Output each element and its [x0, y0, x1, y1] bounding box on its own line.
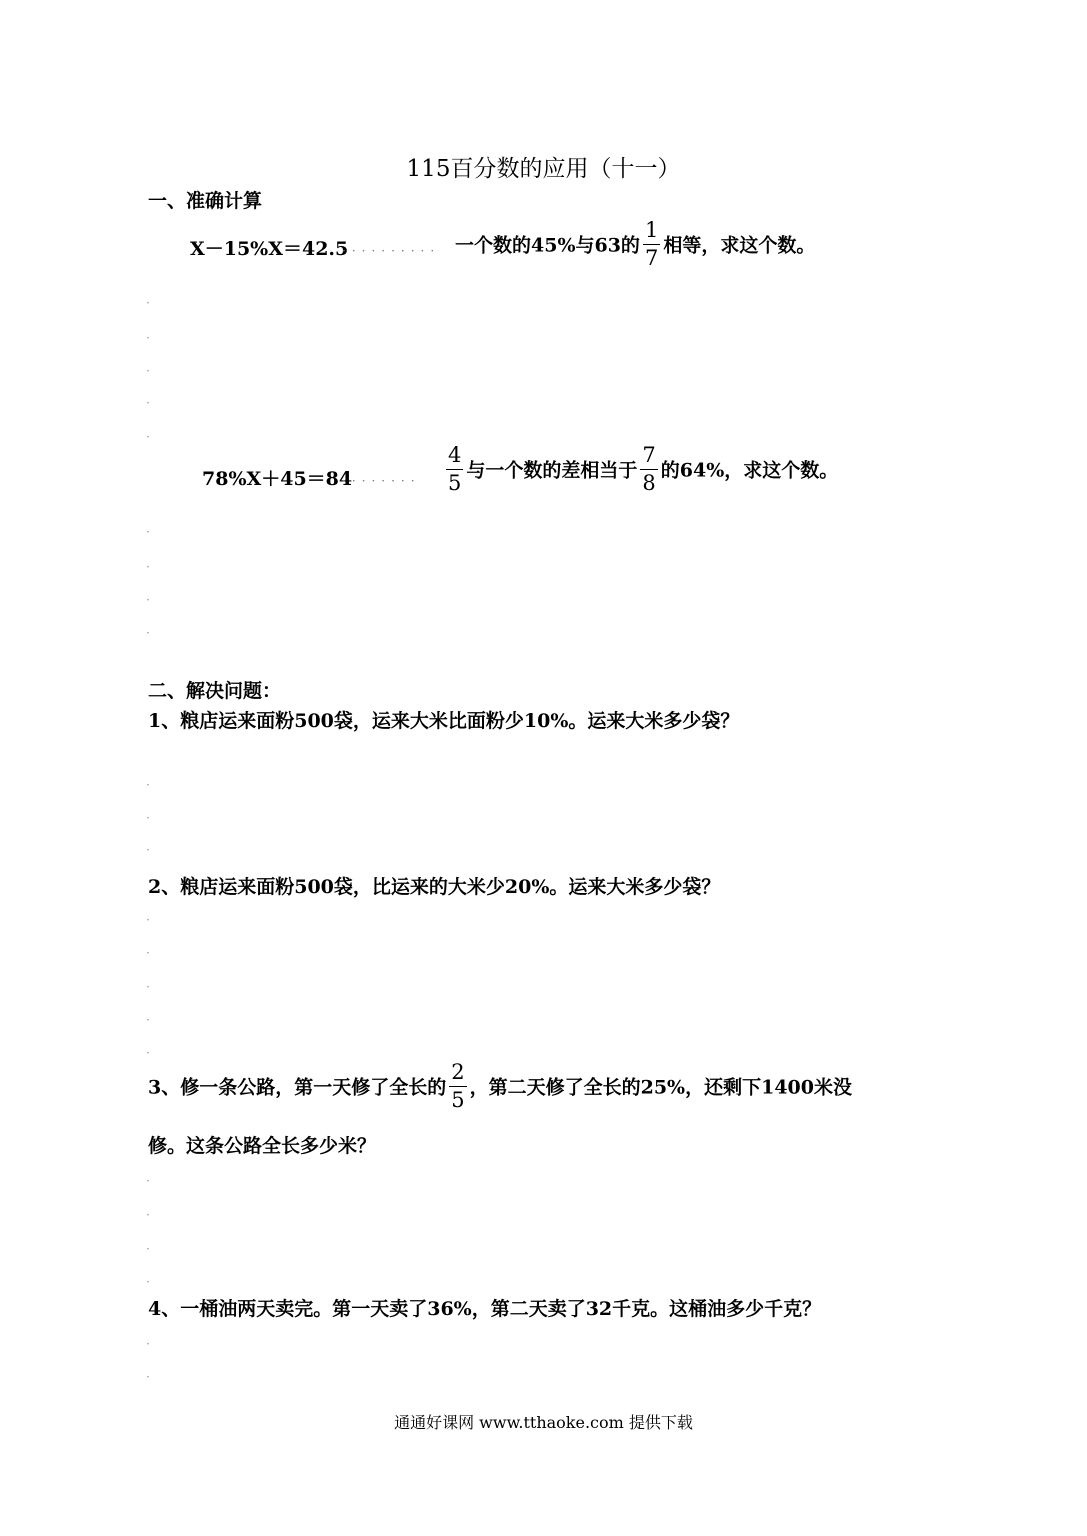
footer-credit: 通通好课网 www.tthaoke.com 提供下载 [394, 1413, 693, 1432]
fraction-2-5 [449, 1062, 466, 1111]
question-2: 2、粮店运来面粉500袋，比运来的大米少20%。运来大米多少袋？ [148, 876, 721, 898]
equation-2: 78%X＋45＝84 [202, 468, 353, 490]
fraction-7-8 [640, 445, 657, 494]
question-1: 1、粮店运来面粉500袋，运来大米比面粉少10%。运来大米多少袋？ [148, 710, 740, 732]
question-4: 4、一桶油两天卖完。第一天卖了36%，第二天卖了32千克。这桶油多少千克？ [148, 1298, 822, 1320]
section-1-heading: 一、准确计算 [148, 190, 263, 212]
fraction-denominator: 7 [644, 246, 659, 270]
equation-1: X－15%X＝42.5 [190, 238, 349, 260]
fraction-denominator: 5 [451, 1088, 465, 1112]
problem-2-text-post: 的64%，求这个数。 [660, 459, 839, 482]
problem-2 [443, 443, 839, 496]
fraction-denominator: 5 [448, 471, 462, 495]
leader-dots: ·········· [342, 244, 441, 258]
fraction-4-5 [446, 445, 463, 494]
fraction-denominator: 8 [642, 471, 656, 495]
question-3 [148, 1060, 852, 1113]
question-3-line-2: 修。这条公路全长多少米？ [148, 1135, 377, 1157]
leader-dots: ········ [342, 474, 421, 488]
question-3-text-pre: 3、修一条公路，第一天修了全长的 [148, 1076, 447, 1099]
problem-2-text-mid: 与一个数的差相当于 [466, 459, 638, 482]
fraction-numerator: 4 [446, 445, 463, 470]
section-2-heading: 二、解决问题： [148, 680, 282, 702]
fraction-1-7 [643, 220, 660, 269]
fraction-numerator: 1 [643, 220, 660, 245]
problem-1-text-post: 相等，求这个数。 [663, 234, 816, 257]
problem-1 [455, 218, 816, 271]
question-3-text-post: ，第二天修了全长的25%，还剩下1400米没 [469, 1076, 852, 1099]
fraction-numerator: 7 [640, 445, 657, 470]
fraction-numerator: 2 [449, 1062, 466, 1087]
page-title: 115百分数的应用（十一） [406, 156, 681, 182]
problem-1-text-pre: 一个数的45%与63的 [455, 234, 640, 257]
